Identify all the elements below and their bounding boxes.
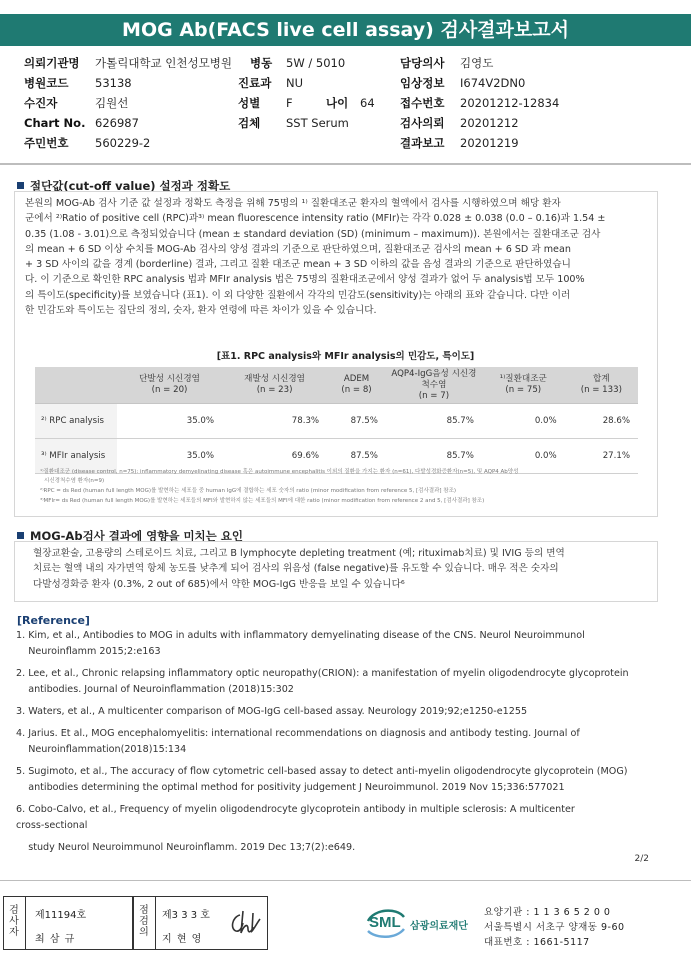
signature-icon bbox=[226, 909, 262, 939]
tester-label-text: 검사자 bbox=[9, 905, 19, 938]
age-label: 나이 bbox=[326, 96, 349, 110]
col-n: (n = 7) bbox=[418, 390, 450, 401]
logo-text: SML bbox=[369, 914, 401, 931]
col-header bbox=[386, 367, 482, 404]
checker-number: 제3 3 3 호 bbox=[162, 910, 210, 921]
reference-line: Neuroinflammation(2018)15:134 bbox=[16, 744, 187, 755]
col-name: 재발성 시신경염 bbox=[244, 374, 305, 384]
age-value: 64 bbox=[360, 96, 375, 110]
resident-label: 주민번호 bbox=[24, 136, 69, 150]
table-cell: 27.1% bbox=[565, 439, 638, 474]
table-cell: 85.7% bbox=[386, 439, 482, 474]
col-name: 합계 bbox=[593, 374, 610, 384]
checker-name: 지 현 영 bbox=[162, 934, 203, 945]
col-header bbox=[565, 367, 638, 404]
cutoff-line: 다. 이 기준으로 확인한 RPC analysis 법과 MFIr analysis 법은 75명의 질환대조군에서 양성 결과가 없어 두 analysis법 모두 100% bbox=[25, 274, 585, 286]
resident-value: 560229-2 bbox=[95, 136, 151, 150]
row-label: ²⁾ RPC analysis bbox=[35, 404, 117, 439]
factors-line: 혈장교환술, 고용량의 스테로이드 치료, 그리고 B lymphocyte depleting treatment (예; rituximab치료) 및 IVIG 등의 면역 bbox=[33, 548, 565, 559]
info-row-1 bbox=[0, 53, 691, 73]
info-row-3 bbox=[0, 93, 691, 113]
table-cell: 87.5% bbox=[327, 404, 386, 439]
cutoff-line: 의 특이도(specificity)를 보였습니다 (표1). 이 외 다양한 질환에서 각각의 민감도(sensitivity)는 아래의 표와 같습니다. 다만 이러 bbox=[25, 289, 571, 301]
doctor-label: 담당의사 bbox=[400, 56, 445, 70]
specimen-value: SST Serum bbox=[286, 116, 349, 130]
reference-line: 6. Cobo-Calvo, et al., Frequency of myelin oligodendrocyte glycoprotein antibody in multiple sclerosis: A multicenter bbox=[16, 804, 575, 815]
sensitivity-table bbox=[35, 367, 638, 474]
receiver-value: 김원선 bbox=[95, 96, 129, 110]
factors-paragraph bbox=[33, 546, 653, 592]
info-divider bbox=[0, 163, 691, 165]
col-n: (n = 133) bbox=[580, 385, 622, 395]
tester-label bbox=[7, 905, 21, 938]
table-corner bbox=[35, 367, 117, 404]
clinical-label: 임상정보 bbox=[400, 76, 445, 90]
table-cell: 35.0% bbox=[117, 404, 222, 439]
reference-heading: [Reference] bbox=[17, 614, 90, 627]
info-row-5 bbox=[0, 133, 691, 153]
reference-line: study Neurol Neuroimmunol Neuroinflamm. 2019 Dec 13;7(2):e649. bbox=[16, 842, 356, 853]
logo-sub: 삼광의료재단 bbox=[410, 921, 468, 932]
col-n: (n = 75) bbox=[505, 385, 542, 395]
info-row-2 bbox=[0, 73, 691, 93]
reference-list bbox=[16, 628, 676, 856]
doctor-value: 김영도 bbox=[460, 56, 494, 70]
col-n: (n = 8) bbox=[341, 385, 372, 395]
table-cell: 85.7% bbox=[386, 404, 482, 439]
reference-line: 1. Kim, et al., Antibodies to MOG in adults with inflammatory demyelinating disease of the CNS. Neurol Neuroimmunol bbox=[16, 630, 585, 641]
reference-line: 4. Jarius. Et al., MOG encephalomyelitis: international recommendations on diagnosis and antibody testing. Journal of bbox=[16, 728, 580, 739]
report-date-value: 20201219 bbox=[460, 136, 519, 150]
reference-line: cross-sectional bbox=[16, 820, 88, 831]
org-code: 요양기관 : 1 1 3 6 5 2 0 0 bbox=[484, 907, 611, 918]
stamp-divider bbox=[25, 897, 26, 949]
table-cell: 0.0% bbox=[482, 404, 565, 439]
table-cell: 87.5% bbox=[327, 439, 386, 474]
org-phone: 대표번호 : 1661-5117 bbox=[484, 937, 590, 948]
ward-label: 병동 bbox=[250, 56, 273, 70]
factors-line: 다발성경화증 환자 (0.3%, 2 out of 685)에서 약한 MOG-IgG 반응을 보일 수 있습니다⁶ bbox=[33, 578, 405, 590]
cutoff-line: 군에서 ²⁾Ratio of positive cell (RPC)과³⁾ mean fluorescence intensity ratio (MFIr)는 각각 0.028 ± 0.038 (0.0 – 0.16)과 1.54 ± bbox=[25, 213, 606, 225]
table-row bbox=[35, 404, 638, 439]
clinical-value: I674V2DN0 bbox=[460, 76, 526, 90]
institution-value: 가톨릭대학교 인천성모병원 bbox=[95, 56, 232, 70]
request-label: 검사의뢰 bbox=[400, 116, 445, 130]
chart-value: 626987 bbox=[95, 116, 139, 130]
col-name: AQP4-IgG음성 시신경척수염 bbox=[391, 368, 477, 390]
page-number: 2/2 bbox=[634, 854, 649, 864]
institution-label: 의뢰기관명 bbox=[24, 56, 80, 70]
checker-label-text: 점검의 bbox=[139, 905, 149, 938]
col-header bbox=[117, 367, 222, 404]
cutoff-paragraph bbox=[25, 196, 647, 318]
col-name: 단발성 시신경염 bbox=[139, 374, 200, 384]
row-label: ³⁾ MFIr analysis bbox=[35, 439, 117, 474]
col-header bbox=[327, 367, 386, 404]
table-footnote: ¹⁾질환대조군 (disease control, n=75): inflammatory demyelinating disease 혹은 autoimmune encephalitis 이외의 질환을 가지는 환자 (n=61), 다발성경화증환자(n=5), 및 AQP4 Ab양성 bbox=[40, 469, 519, 475]
table-footnote: ²⁾RPC = ds Red (human full length MOG)를 발현하는 세포들 중 human IgG에 결합하는 세포 숫자의 ratio (minor modification from reference 5, [검사결과] 참조) bbox=[40, 488, 457, 494]
hospital-code-label: 병원코드 bbox=[24, 76, 69, 90]
bullet-square-icon bbox=[17, 532, 24, 539]
col-header bbox=[482, 367, 565, 404]
sex-label: 성별 bbox=[238, 96, 261, 110]
report-title: MOG Ab(FACS live cell assay) 검사결과보고서 bbox=[0, 14, 691, 46]
factors-heading-text: MOG-Ab검사 결과에 영향을 미치는 요인 bbox=[30, 529, 243, 543]
stamp-divider bbox=[155, 897, 156, 949]
cutoff-line: 본원의 MOG-Ab 검사 기준 값 설정과 정확도 측정을 위해 75명의 ¹⁾ 질환대조군 환자의 혈액에서 검사를 시행하였으며 해당 환자 bbox=[25, 198, 561, 209]
reference-line: 5. Sugimoto, et al., The accuracy of flow cytometric cell-based assay to detect anti-myelin oligodendrocyte glycoprotein (MOG) bbox=[16, 766, 628, 777]
reference-line: 2. Lee, et al., Chronic relapsing inflammatory optic neuropathy(CRION): a manifestation of myelin oligodendrocyte glycoprotein bbox=[16, 668, 629, 679]
cutoff-heading-text: 절단값(cut-off value) 설정과 정확도 bbox=[30, 179, 231, 193]
table-cell: 28.6% bbox=[565, 404, 638, 439]
reference-line: antibodies determining the optimal method for positivity judgement J Neuroimmunol. 2019 Nov 15;336:577021 bbox=[16, 782, 565, 793]
tester-name: 최 삼 규 bbox=[35, 934, 76, 945]
info-row-4 bbox=[0, 113, 691, 133]
reference-line: antibodies. Journal of Neuroinflammation (2018)15:302 bbox=[16, 684, 294, 695]
table-header-row bbox=[35, 367, 638, 404]
tester-number: 제11194호 bbox=[35, 910, 87, 921]
table-cell: 0.0% bbox=[482, 439, 565, 474]
table-caption: [표1. RPC analysis와 MFIr analysis의 민감도, 특이도] bbox=[216, 351, 475, 362]
dept-value: NU bbox=[286, 76, 304, 90]
dept-label: 진료과 bbox=[238, 76, 272, 90]
footer-divider bbox=[0, 880, 691, 881]
bullet-square-icon bbox=[17, 182, 24, 189]
receipt-label: 접수번호 bbox=[400, 96, 445, 110]
cutoff-line: + 3 SD 사이의 값을 경계 (borderline) 결과, 그리고 질환 대조군 mean + 3 SD 이하의 값을 음성 결과의 기준으로 판단하였습니 bbox=[25, 259, 571, 271]
chart-label: Chart No. bbox=[24, 116, 86, 130]
cutoff-line: 의 mean + 6 SD 이상 수치를 MOG-Ab 검사의 양성 결과의 기준으로 판단하였으며, 질환대조군 검사의 mean + 6 SD 과 mean bbox=[25, 243, 571, 255]
report-date-label: 결과보고 bbox=[400, 136, 445, 150]
specimen-label: 검체 bbox=[238, 116, 261, 130]
checker-stamp bbox=[133, 896, 268, 950]
sml-logo bbox=[366, 905, 476, 943]
factors-line: 치료는 혈액 내의 자가면역 항체 농도를 낮추게 되어 검사의 위음성 (false negative)를 유도할 수 있습니다. 매우 적은 숫자의 bbox=[33, 563, 559, 575]
receipt-value: 20201212-12834 bbox=[460, 96, 560, 110]
checker-label bbox=[137, 905, 151, 938]
col-header bbox=[222, 367, 327, 404]
table-cell: 78.3% bbox=[222, 404, 327, 439]
col-name: ADEM bbox=[343, 374, 370, 384]
ward-value: 5W / 5010 bbox=[286, 56, 346, 70]
table-footnote: ³⁾MFIr= ds Red (human full length MOG)를 발현하는 세포들의 MFI와 발현하지 않는 세포들의 MFI에 대한 ratio (minor modification from reference 2 and 5, [검사결과] 참조) bbox=[40, 498, 485, 504]
col-n: (n = 23) bbox=[256, 385, 293, 395]
table-cell: 35.0% bbox=[117, 439, 222, 474]
col-n: (n = 20) bbox=[151, 385, 188, 395]
reference-line: Neuroinflamm 2015;2:e163 bbox=[16, 646, 161, 657]
tester-stamp bbox=[3, 896, 133, 950]
reference-line: 3. Waters, et al., A multicenter comparison of MOG-IgG cell-based assay. Neurology 2019;92;e1250-e1255 bbox=[16, 706, 528, 717]
hospital-code-value: 53138 bbox=[95, 76, 132, 90]
table-cell: 69.6% bbox=[222, 439, 327, 474]
sex-value: F bbox=[286, 96, 293, 110]
col-name: ¹⁾질환대조군 bbox=[499, 374, 547, 384]
org-address: 서울특별시 서초구 양재동 9-60 bbox=[484, 922, 625, 933]
cutoff-line: 0.35 (1.08 - 3.01)으로 측정되었습니다 (mean ± standard deviation (SD) (minimum – maximum)). 본원에서는 질환대조군 검사 bbox=[25, 228, 601, 240]
cutoff-line: 한 민감도와 특이도는 집단의 정의, 숫자, 환자 연령에 따른 차이가 있을 수 있습니다. bbox=[25, 305, 377, 317]
receiver-label: 수진자 bbox=[24, 96, 58, 110]
request-value: 20201212 bbox=[460, 116, 519, 130]
table-footnote: 시신경척수염 환자(n=9) bbox=[44, 478, 105, 484]
